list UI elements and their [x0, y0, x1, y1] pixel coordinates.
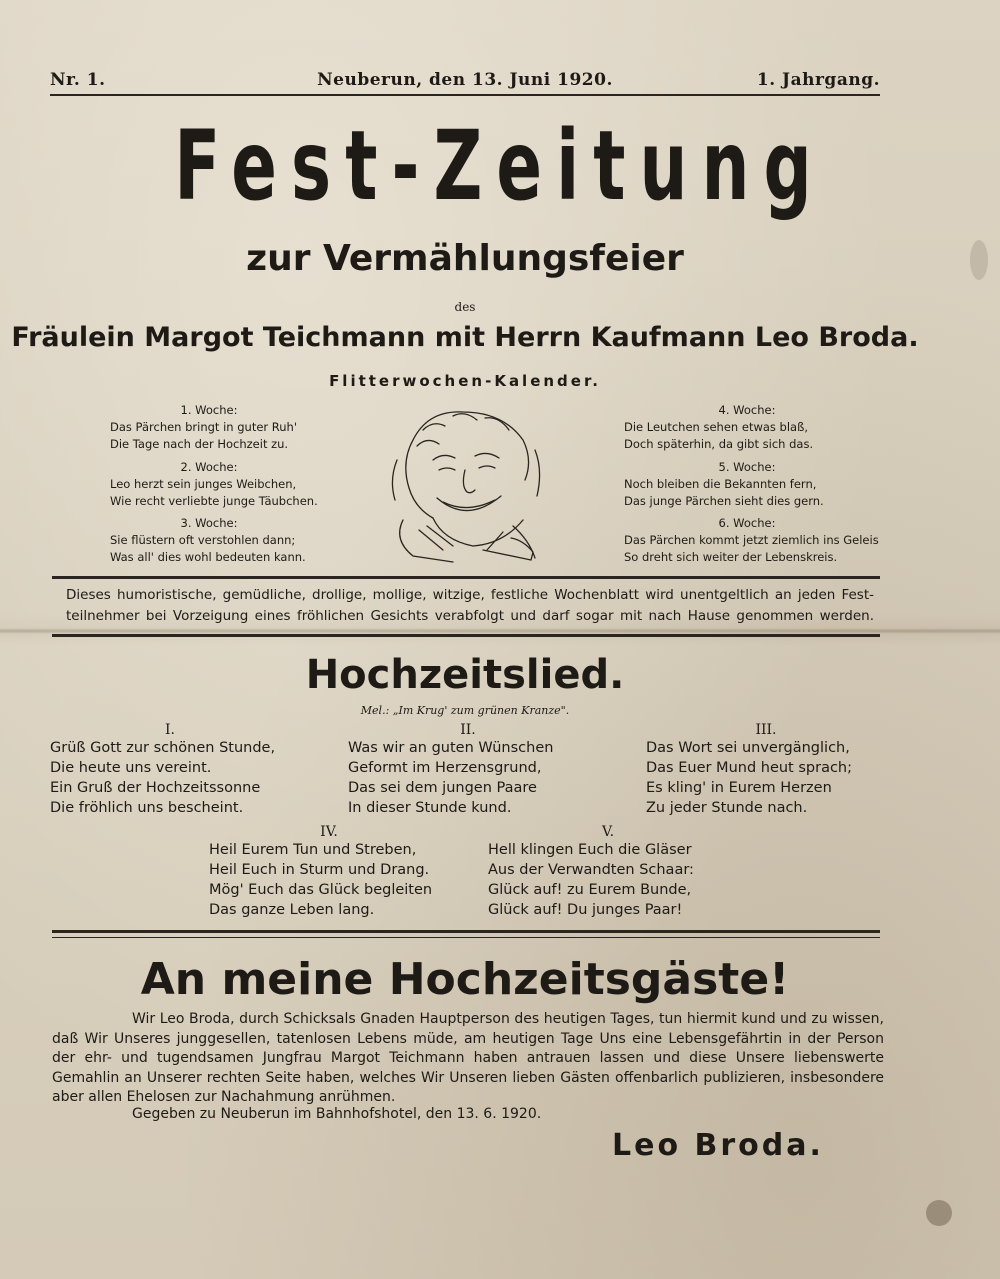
verse-line: Was wir an guten Wünschen — [348, 740, 554, 756]
masthead-issue-number: Nr. 1. — [50, 70, 106, 90]
week-line: Das Pärchen bringt in guter Ruh' — [110, 420, 298, 434]
song-verse — [50, 722, 290, 818]
verse-line: Grüß Gott zur schönen Stunde, — [50, 740, 276, 756]
page-subtitle: zur Vermählungsfeier — [246, 238, 684, 279]
calendar-title: Flitterwochen-Kalender. — [329, 372, 601, 390]
verse-line: Ein Gruß der Hochzeitssonne — [50, 780, 261, 796]
week-line: Wie recht verliebte junge Täubchen. — [110, 494, 318, 508]
week-line: Leo herzt sein junges Weibchen, — [110, 477, 297, 491]
calendar-week — [612, 402, 882, 453]
verse-number: IV. — [320, 824, 338, 840]
given-line: Gegeben zu Neuberun im Bahnhofshotel, den 13. 6. 1920. — [132, 1106, 542, 1122]
stain — [926, 1200, 952, 1226]
masthead — [50, 70, 880, 96]
song-verse — [488, 824, 728, 920]
verse-line: Die heute uns vereint. — [50, 760, 212, 776]
blurb-line: teilnehmer bei Vorzeigung eines fröhlichen Gesichts verabfolgt und darf sogar mit nach Hause genommen werden. — [66, 608, 874, 624]
week-line: Was all' dies wohl bedeuten kann. — [110, 550, 306, 564]
calendar-week — [612, 515, 882, 566]
verse-line: Das Euer Mund heut sprach; — [646, 760, 853, 776]
verse-number: I. — [165, 722, 175, 738]
song-melody: Mel.: „Im Krug' zum grünen Kranze". — [360, 704, 570, 717]
verse-line: In dieser Stunde kund. — [348, 800, 512, 816]
verse-line: Geformt im Herzensgrund, — [348, 760, 542, 776]
week-heading: 4. Woche: — [718, 403, 776, 417]
week-heading: 2. Woche: — [180, 460, 238, 474]
calendar-week — [84, 402, 334, 453]
verse-number: II. — [460, 722, 476, 738]
proclamation-text: Wir Leo Broda, durch Schicksals Gnaden Hauptperson des heutigen Tages, tun hiermit kund und zu wissen, daß Wir Unseres junggesellen, tatenlosen Lebens müde, am heutigen Tage Uns eine Lebensgefährtin in der Person der ehr- und tugendsamen Jungfrau Margot Teichmann haben antrauen lassen und diese Unsere liebenswerte Gemahlin an Unserer rechten Seite haben, welches Wir Unseren lieben Gästen offenbarlich publizieren, insbesondere aber allen Ehelosen zur Nachahmung anrühmen. — [52, 1011, 884, 1105]
week-line: Das Pärchen kommt jetzt ziemlich ins Geleis — [624, 533, 879, 547]
week-heading: 1. Woche: — [180, 403, 238, 417]
guests-title: An meine Hochzeitsgäste! — [140, 954, 790, 1005]
connector-des: des — [454, 300, 476, 314]
week-heading: 5. Woche: — [718, 460, 776, 474]
verse-line: Das ganze Leben lang. — [209, 902, 375, 918]
divider — [52, 634, 880, 637]
signature: Leo Broda. — [612, 1128, 824, 1163]
verse-line: Das sei dem jungen Paare — [348, 780, 537, 796]
verse-line: Glück auf! zu Eurem Bunde, — [488, 882, 692, 898]
week-line: Doch späterhin, da gibt sich das. — [624, 437, 814, 451]
calendar-week — [84, 459, 334, 510]
song-verse — [646, 722, 886, 818]
week-heading: 6. Woche: — [718, 516, 776, 530]
verse-number: V. — [601, 824, 615, 840]
verse-line: Es kling' in Eurem Herzen — [646, 780, 832, 796]
verse-line: Heil Eurem Tun und Streben, — [209, 842, 417, 858]
week-line: Das junge Pärchen sieht dies gern. — [624, 494, 824, 508]
verse-line: Die fröhlich uns bescheint. — [50, 800, 244, 816]
masthead-place-date: Neuberun, den 13. Juni 1920. — [317, 70, 613, 90]
verse-line: Das Wort sei unvergänglich, — [646, 740, 850, 756]
verse-line: Hell klingen Euch die Gläser — [488, 842, 692, 858]
song-verse — [209, 824, 449, 920]
stain — [970, 240, 988, 280]
masthead-volume: 1. Jahrgang. — [756, 70, 880, 90]
verse-line: Mög' Euch das Glück begleiten — [209, 882, 433, 898]
week-heading: 3. Woche: — [180, 516, 238, 530]
verse-number: III. — [755, 722, 777, 738]
blurb-line: Dieses humoristische, gemüdliche, drollige, mollige, witzige, festliche Wochenblatt wird unentgeltlich an jeden Fest- — [66, 587, 874, 603]
couple-names: Fräulein Margot Teichmann mit Herrn Kaufmann Leo Broda. — [11, 322, 919, 353]
verse-line: Zu jeder Stunde nach. — [646, 800, 808, 816]
week-line: Noch bleiben die Bekannten fern, — [624, 477, 817, 491]
calendar-week — [84, 515, 334, 566]
week-line: Die Leutchen sehen etwas blaß, — [624, 420, 808, 434]
page-title: Fest-Zeitung — [174, 110, 826, 222]
week-line: Die Tage nach der Hochzeit zu. — [110, 437, 289, 451]
divider — [52, 576, 880, 579]
calendar-week — [612, 459, 882, 510]
divider — [52, 937, 880, 938]
blurb-paragraph — [66, 585, 874, 627]
song-title: Hochzeitslied. — [305, 652, 625, 698]
week-line: So dreht sich weiter der Lebenskreis. — [624, 550, 838, 564]
verse-line: Glück auf! Du junges Paar! — [488, 902, 683, 918]
verse-line: Heil Euch in Sturm und Drang. — [209, 862, 430, 878]
proclamation — [52, 1010, 884, 1108]
song-verse — [348, 722, 588, 818]
divider — [52, 930, 880, 933]
verse-line: Aus der Verwandten Schaar: — [488, 862, 694, 878]
laughing-face-illustration — [383, 400, 548, 565]
week-line: Sie flüstern oft verstohlen dann; — [110, 533, 296, 547]
